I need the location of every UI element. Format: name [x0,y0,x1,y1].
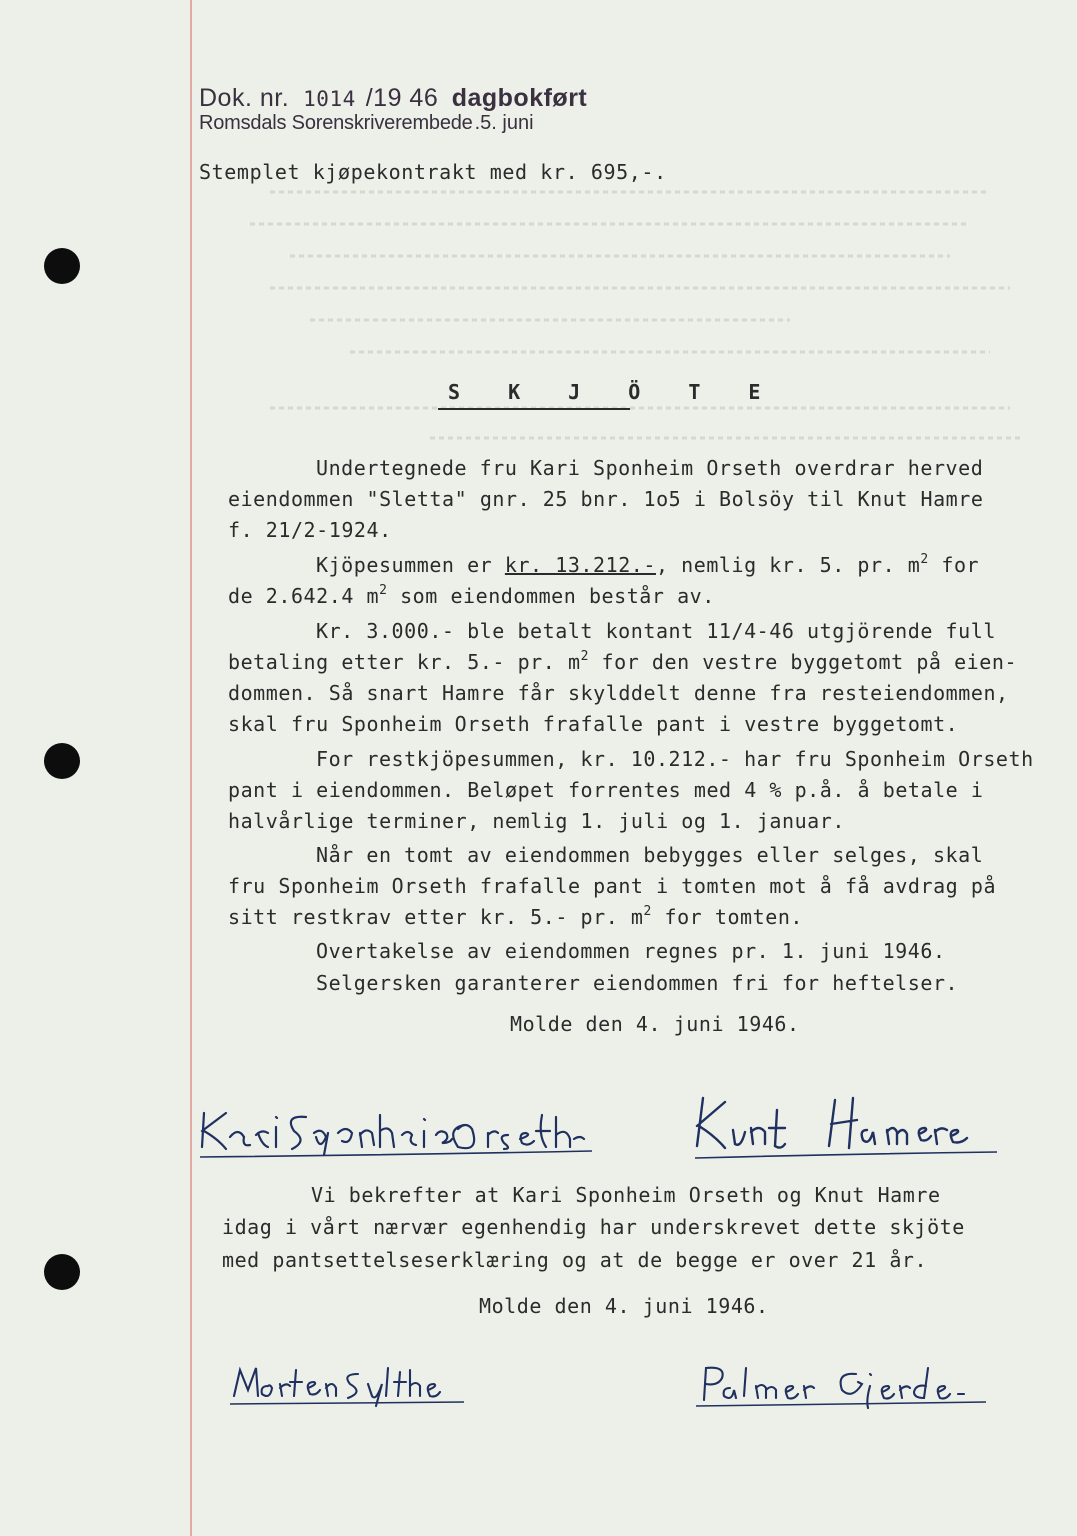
superscript: 2 [580,649,589,664]
body-line: pant i eiendommen. Beløpet forrentes med 4 % p.å. å betale i [228,778,984,802]
superscript: 2 [379,583,388,598]
witness-signature-1 [228,1360,468,1410]
body-line: Når en tomt av eiendommen bebygges eller selges, skal [316,843,984,867]
witness-line: med pantsettelseserklæring og at de begge er over 21 år. [222,1248,928,1272]
body-line [228,584,715,608]
body-line: Kr. 3.000.- ble betalt kontant 11/4-46 utgjörende full [316,619,996,643]
witness-signature-2 [690,1360,990,1410]
registration-date: .5. juni [474,112,534,134]
text-span: betaling etter kr. 5.- pr. m [228,650,581,674]
body-line: dommen. Så snart Hamre får skylddelt denne fra resteiendommen, [228,681,1009,705]
text-span: , nemlig kr. 5. pr. m [655,553,921,577]
document-title: S K J Ö T E [448,380,779,404]
stamp-duty-note: Stemplet kjøpekontrakt med kr. 695,-. [199,160,667,184]
dok-label: Dok. nr. [199,84,290,112]
purchase-price: kr. 13.212.- [504,553,656,577]
bleed-through-text [230,188,1030,448]
superscript: 2 [920,552,929,567]
place-date: Molde den 4. juni 1946. [510,1012,800,1036]
registration-stamp-line1 [199,84,587,113]
superscript: 2 [643,904,652,919]
title-underline [438,408,630,410]
text-span: for tomten. [651,905,803,929]
body-line: skal fru Sponheim Orseth frafalle pant i vestre byggetomt. [228,712,959,736]
body-line [228,650,1017,674]
text-span: Kjöpesummen er [316,553,505,577]
buyer-signature [685,1090,1005,1165]
office-name: Romsdals Sorenskriverembede [199,112,473,134]
punch-hole [44,743,80,779]
red-margin-line [190,0,192,1536]
dok-number: 1014 [303,87,356,111]
text-span: de 2.642.4 m [228,584,380,608]
dok-year: /19 46 [365,84,439,112]
witness-place-date: Molde den 4. juni 1946. [479,1294,769,1318]
body-line: f. 21/2-1924. [228,518,392,542]
punch-hole [44,1254,80,1290]
text-span: for [928,553,980,577]
registration-stamp-line2 [199,112,534,135]
body-line [316,553,979,577]
body-line: Undertegnede fru Kari Sponheim Orseth overdrar herved [316,456,984,480]
punch-hole [44,248,80,284]
body-line: fru Sponheim Orseth frafalle pant i tomten mot å få avdrag på [228,874,997,898]
body-line: halvårlige terminer, nemlig 1. juli og 1. januar. [228,809,845,833]
seller-signature [196,1105,596,1165]
body-line: eiendommen "Sletta" gnr. 25 bnr. 1o5 i Bolsöy til Knut Hamre [228,487,984,511]
text-span: sitt restkrav etter kr. 5.- pr. m [228,905,644,929]
witness-line: idag i vårt nærvær egenhendig har underskrevet dette skjöte [222,1215,965,1239]
text-span: for den vestre byggetomt på eien- [588,650,1018,674]
body-line: Overtakelse av eiendommen regnes pr. 1. juni 1946. [316,939,946,963]
body-line [228,905,803,929]
body-line: For restkjöpesummen, kr. 10.212.- har fru Sponheim Orseth [316,747,1034,771]
witness-line: Vi bekrefter at Kari Sponheim Orseth og Knut Hamre [311,1183,941,1207]
text-span: som eiendommen består av. [387,584,715,608]
body-line: Selgersken garanterer eiendommen fri for heftelser. [316,971,959,995]
registered-label: dagbokført [451,84,588,112]
